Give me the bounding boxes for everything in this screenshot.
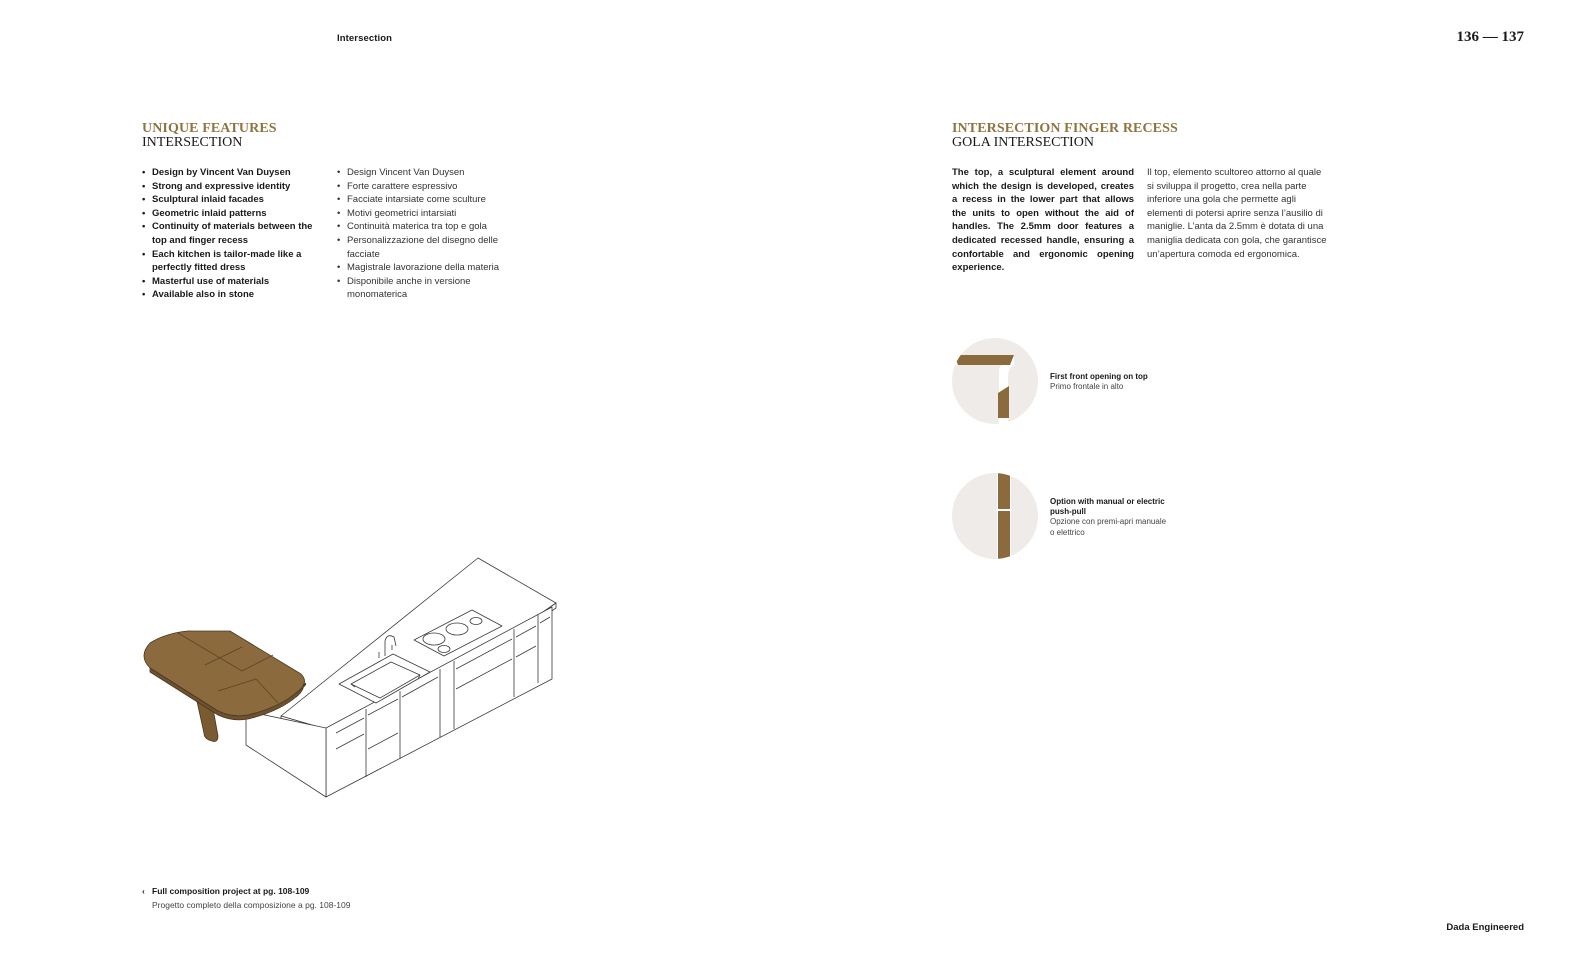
caption-it: Primo frontale in alto [1050, 382, 1124, 392]
list-item: • Magistrale lavorazione della materia [337, 261, 517, 275]
features-list-it [337, 166, 517, 302]
list-item: • Available also in stone [142, 288, 322, 302]
list-item: • Masterful use of materials [142, 275, 322, 289]
page-numbers: 136 — 137 [1456, 29, 1524, 45]
composition-reference [142, 884, 350, 912]
chevron-left-icon: ‹ [142, 886, 145, 896]
list-item: • Sculptural inlaid facades [142, 193, 322, 207]
list-item: • Design by Vincent Van Duysen [142, 166, 322, 180]
caption-it: Opzione con premi-apri manuale o elettrico [1050, 517, 1167, 537]
list-item: • Each kitchen is tailor-made like a perfectly fitted dress [142, 248, 322, 275]
list-item: • Strong and expressive identity [142, 180, 322, 194]
unique-features-subtitle: INTERSECTION [142, 135, 243, 150]
top-opening-detail-icon [952, 338, 1038, 424]
list-item: • Continuità materica tra top e gola [337, 220, 517, 234]
list-item: • Geometric inlaid patterns [142, 207, 322, 221]
finger-recess-subtitle: GOLA INTERSECTION [952, 135, 1094, 150]
list-item: • Design Vincent Van Duysen [337, 166, 517, 180]
caption-en: First front opening on top [1050, 372, 1148, 381]
finger-recess-title: INTERSECTION FINGER RECESS [952, 121, 1178, 136]
kitchen-island-illustration [138, 553, 563, 803]
unique-features-heading [142, 122, 277, 150]
section-label: Intersection [337, 33, 393, 44]
detail-caption-2 [1050, 497, 1170, 538]
list-item: • Continuity of materials between the top and finger recess [142, 220, 322, 247]
reference-it: Progetto completo della composizione a pg. 108-109 [152, 900, 351, 910]
detail-caption-1 [1050, 372, 1190, 392]
finger-recess-text-it: Il top, elemento scultoreo attorno al quale si sviluppa il progetto, crea nella parte inferiore una gola che permette agli elementi di potersi aprire senza l’ausilio di maniglie. L’anta da 2.5mm è dotata di una maniglia dedicata con gola, che garantisce un’apertura comoda ed ergonomica. [1147, 167, 1327, 260]
list-item: • Motivi geometrici intarsiati [337, 207, 517, 221]
brand-name: Dada Engineered [1446, 922, 1524, 933]
caption-en: Option with manual or electric push-pull [1050, 497, 1165, 517]
list-item: • Disponibile anche in versione monomaterica [337, 275, 517, 302]
features-list-en [142, 166, 322, 302]
list-item: • Personalizzazione del disegno delle facciate [337, 234, 517, 261]
finger-recess-text-en: The top, a sculptural element around which the design is developed, creates a recess in the lower part that allows the units to open without the aid of handles. The 2.5mm door features a dedicated recessed handle, ensuring a confortable and ergonomic opening experience. [952, 167, 1134, 274]
finger-recess-heading [952, 122, 1178, 150]
reference-en: Full composition project at pg. 108-109 [152, 886, 310, 896]
unique-features-title: UNIQUE FEATURES [142, 121, 277, 136]
push-pull-detail-icon [952, 473, 1038, 559]
list-item: • Forte carattere espressivo [337, 180, 517, 194]
list-item: • Facciate intarsiate come sculture [337, 193, 517, 207]
